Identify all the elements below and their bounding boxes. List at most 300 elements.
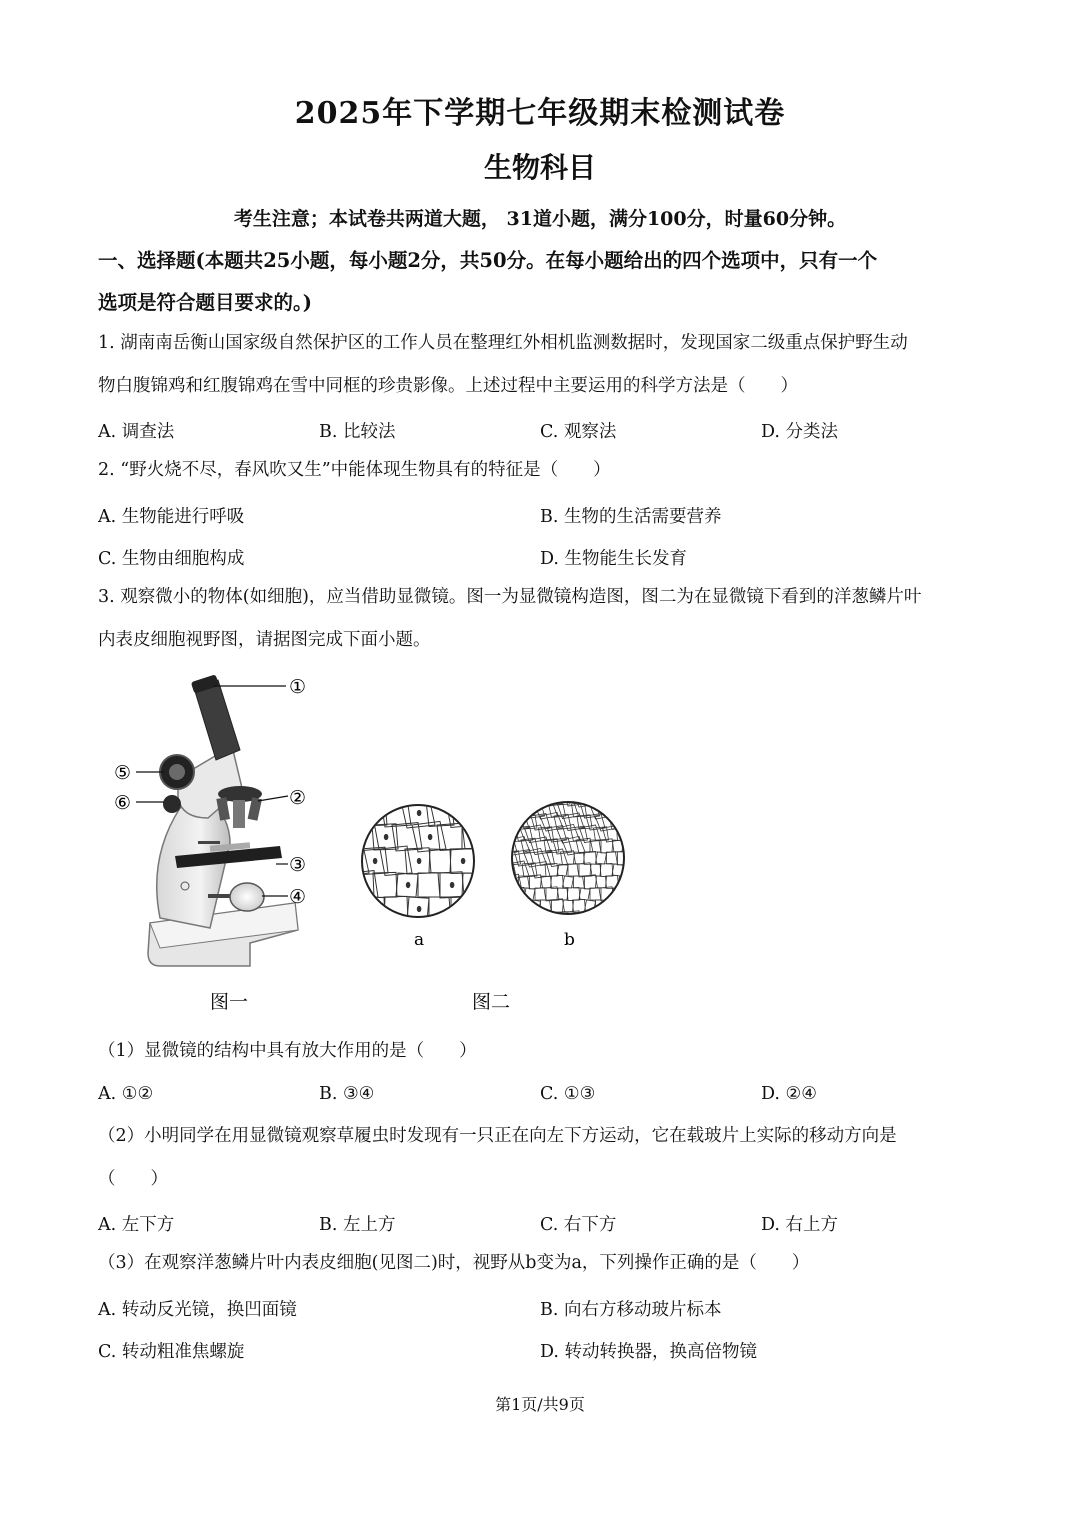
cell-outline [458,775,488,803]
question-3-2-option-c[interactable]: C. 右下方 [540,1215,617,1235]
cell-outline [303,870,335,900]
cell-outline [623,776,646,795]
cell-outline [293,703,323,731]
cell-nucleus [549,1002,553,1007]
cell-outline [627,803,642,817]
cell-outline [336,798,368,828]
cell-outline [428,944,452,969]
cell-nucleus [461,810,465,815]
cell-nucleus [505,954,509,959]
cell-outline [509,790,528,806]
cell-nucleus [450,882,454,887]
microscope-drawing [148,674,298,966]
cell-outline [619,790,638,806]
cell-outline [383,704,409,730]
cell-outline [508,924,519,936]
cell-nucleus [373,714,377,719]
cell-outline [618,924,629,936]
exam-subject: 生物科目 [483,151,596,184]
cell-outline [627,923,642,937]
cell-outline [517,945,539,969]
question-3-2-options [98,1211,988,1236]
question-3-2-option-d[interactable]: D. 右上方 [761,1215,839,1235]
label-4: ④ [289,886,307,908]
label-2: ② [289,787,307,809]
figure-2-caption: 图二 [472,991,511,1013]
cell-outline [538,944,562,969]
cell-outline [403,703,433,731]
cell-nucleus [329,1002,333,1007]
question-3-line2: 内表皮细胞视野图，请据图完成下面小题。 [98,630,431,650]
cell-outline [492,751,520,778]
cell-outline [504,728,530,754]
cell-outline [486,789,507,807]
cell-nucleus [472,738,476,743]
cell-outline [601,912,612,924]
cell-outline [259,726,291,756]
cell-outline [368,773,402,804]
cell-nucleus [296,834,300,839]
question-3-3-option-b[interactable]: B. 向右方移动玻片标本 [540,1300,722,1320]
cell-outline [537,752,563,778]
cell-outline [589,911,602,924]
cell-nucleus [461,714,465,719]
cell-outline [358,702,390,732]
cell-outline [451,993,473,1017]
cell-outline [407,993,429,1017]
cell-nucleus [296,738,300,743]
cell-nucleus [373,1002,377,1007]
cell-nucleus [285,762,289,767]
cell-nucleus [373,810,377,815]
label-5: ⑤ [114,762,132,784]
cell-outline [518,788,541,807]
cell-nucleus [406,930,410,935]
cell-outline [303,774,335,804]
cell-outline [530,924,541,936]
cell-outline [494,802,511,817]
cell-outline [623,864,634,876]
cell-outline [493,944,519,970]
cell-nucleus [340,834,344,839]
cell-outline [316,799,344,826]
cell-nucleus [494,978,498,983]
cell-outline [328,776,354,802]
cell-nucleus [340,738,344,743]
cell-outline [369,726,401,756]
cell-outline [414,727,444,755]
cell-outline [357,749,391,780]
cell-outline [634,888,645,900]
cell-nucleus [461,954,465,959]
cell-outline [585,924,596,936]
cell-outline [494,896,518,921]
question-3-3: （3）在观察洋葱鳞片叶内表皮细胞(见图二)时，视野从b变为a，下列操作正确的是（ ） [98,1253,810,1273]
question-3-1-option-d[interactable]: D. ②④ [761,1084,817,1104]
cell-outline [328,872,354,898]
cell-outline [513,776,536,795]
cell-nucleus [329,714,333,719]
cell-outline [297,945,319,969]
cell-outline [451,945,473,969]
cell-outline [484,969,506,993]
question-1 [98,322,988,408]
cell-nucleus [285,810,289,815]
cell-nucleus [362,882,366,887]
cell-outline [318,944,342,969]
cell-outline [393,775,421,802]
cell-nucleus [384,786,388,791]
cell-outline [579,912,590,924]
cell-outline [438,776,464,802]
cell-outline [524,912,535,924]
cell-outline [550,779,565,793]
cell-outline [518,899,531,912]
cell-outline [512,750,544,780]
cell-nucleus [516,738,520,743]
page-number: 第1页/共9页 [495,1395,585,1414]
cell-outline [618,813,639,831]
cell-nucleus [373,954,377,959]
view-b-label: b [564,930,575,950]
cell-outline [348,775,378,803]
cell-outline [478,773,512,804]
cell-nucleus [384,834,388,839]
cell-outline [304,727,334,755]
cell-outline [262,824,288,850]
cell-nucleus [329,810,333,815]
question-1-line2: 物白腹锦鸡和红腹锦鸡在雪中同框的珍贵影像。上述过程中主要运用的科学方法是（ ） [98,376,798,396]
cell-outline [341,993,363,1017]
figure-1-caption: 图一 [210,991,249,1013]
question-1-options [98,418,988,443]
question-1-option-a[interactable]: A. 调查法 [98,422,175,442]
cell-outline [284,728,310,754]
cell-nucleus [417,954,421,959]
cell-nucleus [285,1002,289,1007]
cell-outline [275,993,297,1017]
cell-outline [402,750,434,780]
cell-outline [605,779,620,793]
cell-outline [330,921,352,945]
cell-outline [517,923,532,937]
cell-outline [362,992,386,1017]
cell-outline [374,969,396,993]
cell-nucleus [428,786,432,791]
cell-nucleus [373,762,377,767]
question-2-option-c[interactable]: C. 生物由细胞构成 [98,549,245,569]
cell-outline [540,923,553,936]
cell-outline [618,900,629,912]
cell-outline [330,969,352,993]
cell-outline [327,823,355,850]
cell-outline [610,791,625,805]
cell-nucleus [373,858,377,863]
cell-nucleus [406,882,410,887]
cell-outline [394,728,420,754]
section-heading-line2: 选项是符合题目要求的。) [98,291,312,314]
cell-nucleus [417,762,421,767]
cell-nucleus [538,978,542,983]
cell-outline [587,790,604,805]
question-3-1-option-b[interactable]: B. ③④ [319,1084,375,1104]
cell-nucleus [340,786,344,791]
cell-outline [363,945,385,969]
cell-outline [605,899,620,913]
cell-outline [502,888,513,900]
cell-outline [534,911,547,924]
cell-nucleus [285,954,289,959]
cell-outline [372,920,398,946]
cell-outline [527,778,544,793]
question-3-2 [98,1115,988,1201]
cell-outline [473,945,495,969]
cell-outline [416,968,442,994]
exam-notice: 考生注意；本试卷共两道大题， 31道小题，满分100分，时量60分钟。 [233,208,847,230]
cell-nucleus [417,810,421,815]
cell-outline [497,924,508,936]
cell-outline [479,726,511,756]
cell-outline [495,899,510,913]
question-3-2-option-a[interactable]: A. 左下方 [98,1215,175,1235]
cell-outline [491,799,521,827]
cell-outline [427,752,453,778]
cell-outline [614,778,633,794]
cell-outline [536,777,557,795]
cell-outline [526,968,552,994]
cell-outline [628,899,641,912]
cell-outline [500,791,515,805]
cell-outline [440,921,462,945]
cell-outline [559,778,578,794]
cell-outline [471,800,497,826]
label-6: ⑥ [114,792,132,814]
cell-outline [527,920,551,945]
cell-nucleus [428,738,432,743]
question-2: 2. “野火烧不尽，春风吹又生”中能体现生物具有的特征是（ ） [98,460,611,480]
question-2-option-d[interactable]: D. 生物能生长发育 [540,549,688,569]
cell-outline [582,778,599,793]
cell-outline [493,826,512,842]
cell-outline [485,812,508,831]
cell-nucleus [472,834,476,839]
cell-nucleus [549,714,553,719]
exam-title: 2025年下学期七年级期末检测试卷 [294,96,786,131]
cell-outline [447,751,477,779]
cell-outline [440,969,462,993]
cell-outline [511,911,526,925]
cell-outline [550,969,572,993]
cell-outline [482,920,508,946]
question-3-3-option-a[interactable]: A. 转动反光镜，换凹面镜 [98,1300,297,1320]
cell-outline [524,727,554,755]
cell-outline [491,872,514,891]
cell-nucleus [329,906,333,911]
cell-outline [307,920,331,945]
cell-nucleus [417,906,421,911]
cell-nucleus [505,762,509,767]
cell-outline [273,944,299,970]
cell-nucleus [505,858,509,863]
cell-outline [489,839,504,853]
cell-outline [258,773,292,804]
cell-nucleus [417,1002,421,1007]
cell-outline [604,802,621,817]
cell-outline [503,775,531,802]
microscope-figure [90,668,690,1028]
cell-nucleus [428,834,432,839]
cell-outline [317,992,343,1018]
cell-outline [621,911,636,925]
cell-outline [352,921,374,945]
cell-outline [459,727,487,754]
cell-nucleus [318,978,322,983]
cell-outline [468,702,500,732]
cell-outline [537,992,563,1018]
cell-outline [341,945,363,969]
cell-outline [473,849,495,873]
cell-nucleus [406,978,410,983]
cell-nucleus [472,786,476,791]
question-3-1-options [98,1084,988,1104]
figure-area [90,668,690,1028]
cell-nucleus [373,906,377,911]
cell-outline [513,703,543,731]
cell-nucleus [461,762,465,767]
view-a-label: a [414,930,425,950]
cell-outline [396,969,418,993]
section-heading [98,240,988,324]
cell-nucleus [318,882,322,887]
cell-nucleus [461,858,465,863]
cell-outline [461,968,485,993]
cell-outline [273,704,299,730]
cell-nucleus [505,906,509,911]
cell-nucleus [549,762,553,767]
cell-outline [483,872,507,897]
question-3-2-option-b[interactable]: B. 左上方 [319,1215,396,1235]
cell-outline [272,751,300,778]
cell-outline [286,969,308,993]
cell-outline [552,924,563,936]
cell-nucleus [417,858,421,863]
cell-nucleus [461,906,465,911]
cell-outline [492,849,513,867]
cell-outline [508,900,519,912]
cell-nucleus [450,930,454,935]
question-2-option-b[interactable]: B. 生物的生活需要营养 [540,507,722,527]
cell-outline [382,751,410,778]
cell-outline [495,779,510,793]
cell-nucleus [285,714,289,719]
cell-outline [523,774,555,804]
cell-outline [448,703,476,730]
cell-nucleus [329,858,333,863]
cell-outline [517,993,539,1017]
cell-outline [502,912,513,924]
question-1-option-c[interactable]: C. 观察法 [540,422,617,442]
cell-nucleus [329,954,333,959]
cell-outline [482,824,508,850]
cell-outline [339,896,365,922]
cell-nucleus [549,954,553,959]
label-1: ① [289,676,307,698]
question-3-2-line2: （ ） [98,1169,168,1189]
question-3-3-option-c[interactable]: C. 转动粗准焦螺旋 [98,1342,245,1362]
cell-outline [385,993,407,1017]
cell-outline [499,814,516,829]
cell-outline [622,887,635,900]
question-1-option-d[interactable]: D. 分类法 [761,422,839,442]
cell-outline [591,777,612,795]
label-3: ③ [289,854,307,876]
cell-outline [319,897,341,921]
cell-nucleus [362,930,366,935]
question-3 [98,576,988,662]
cell-outline [546,912,557,924]
cell-nucleus [494,930,498,935]
cell-nucleus [362,978,366,983]
cell-outline [383,944,409,970]
cell-outline [506,969,528,993]
cell-outline [596,789,617,807]
cell-outline [282,823,312,851]
section-heading-line1: 一、选择题(本题共25小题，每小题2分，共50分。在每小题给出的四个选项中，只有一个 [98,249,878,272]
question-3-1-option-a[interactable]: A. ①② [98,1084,154,1104]
cell-outline [413,774,445,804]
cell-nucleus [329,762,333,767]
cell-outline [338,703,366,730]
cell-outline [317,752,343,778]
cell-outline [504,778,523,794]
cell-nucleus [505,714,509,719]
cell-outline [493,704,519,730]
cell-outline [292,750,324,780]
cell-nucleus [417,714,421,719]
cell-outline [337,751,367,779]
cell-nucleus [461,1002,465,1007]
cell-outline [612,912,623,924]
cell-outline [629,876,640,888]
cell-nucleus [450,978,454,983]
cell-outline [315,847,345,875]
question-3-1: （1）显微镜的结构中具有放大作用的是（ ） [98,1041,477,1061]
cell-outline [607,924,618,936]
cell-outline [434,725,468,756]
cell-outline [532,790,549,805]
cell-outline [349,727,377,754]
cell-outline [313,701,347,732]
cell-nucleus [318,930,322,935]
cell-nucleus [505,810,509,815]
cell-outline [462,921,484,945]
question-3-2-line1: （2）小明同学在用显微镜观察草履虫时发现有一只正在向左下方运动，它在载玻片上实际的移动方向是 [98,1126,897,1146]
question-1-option-b[interactable]: B. 比较法 [319,422,396,442]
cell-outline [473,897,495,921]
cell-outline [632,863,647,877]
question-3-line1: 3. 观察微小的物体(如细胞)，应当借助显微镜。图一为显微镜构造图，图二为在显微镜下看到的洋葱鳞片叶 [98,587,922,607]
cell-outline [302,821,336,852]
cell-outline [634,912,645,924]
cell-view-b [485,776,647,937]
question-3-1-option-c[interactable]: C. ①③ [540,1084,596,1104]
question-3-3-option-d[interactable]: D. 转动转换器，换高倍物镜 [540,1342,758,1362]
cell-outline [351,968,375,993]
cell-nucleus [384,738,388,743]
question-1-line1: 1. 湖南南岳衡山国家级自然保护区的工作人员在整理红外相机监测数据时，发现国家二级重点保护野生动 [98,333,908,353]
cell-outline [568,776,591,795]
question-2-option-a[interactable]: A. 生物能进行呼吸 [98,507,245,527]
